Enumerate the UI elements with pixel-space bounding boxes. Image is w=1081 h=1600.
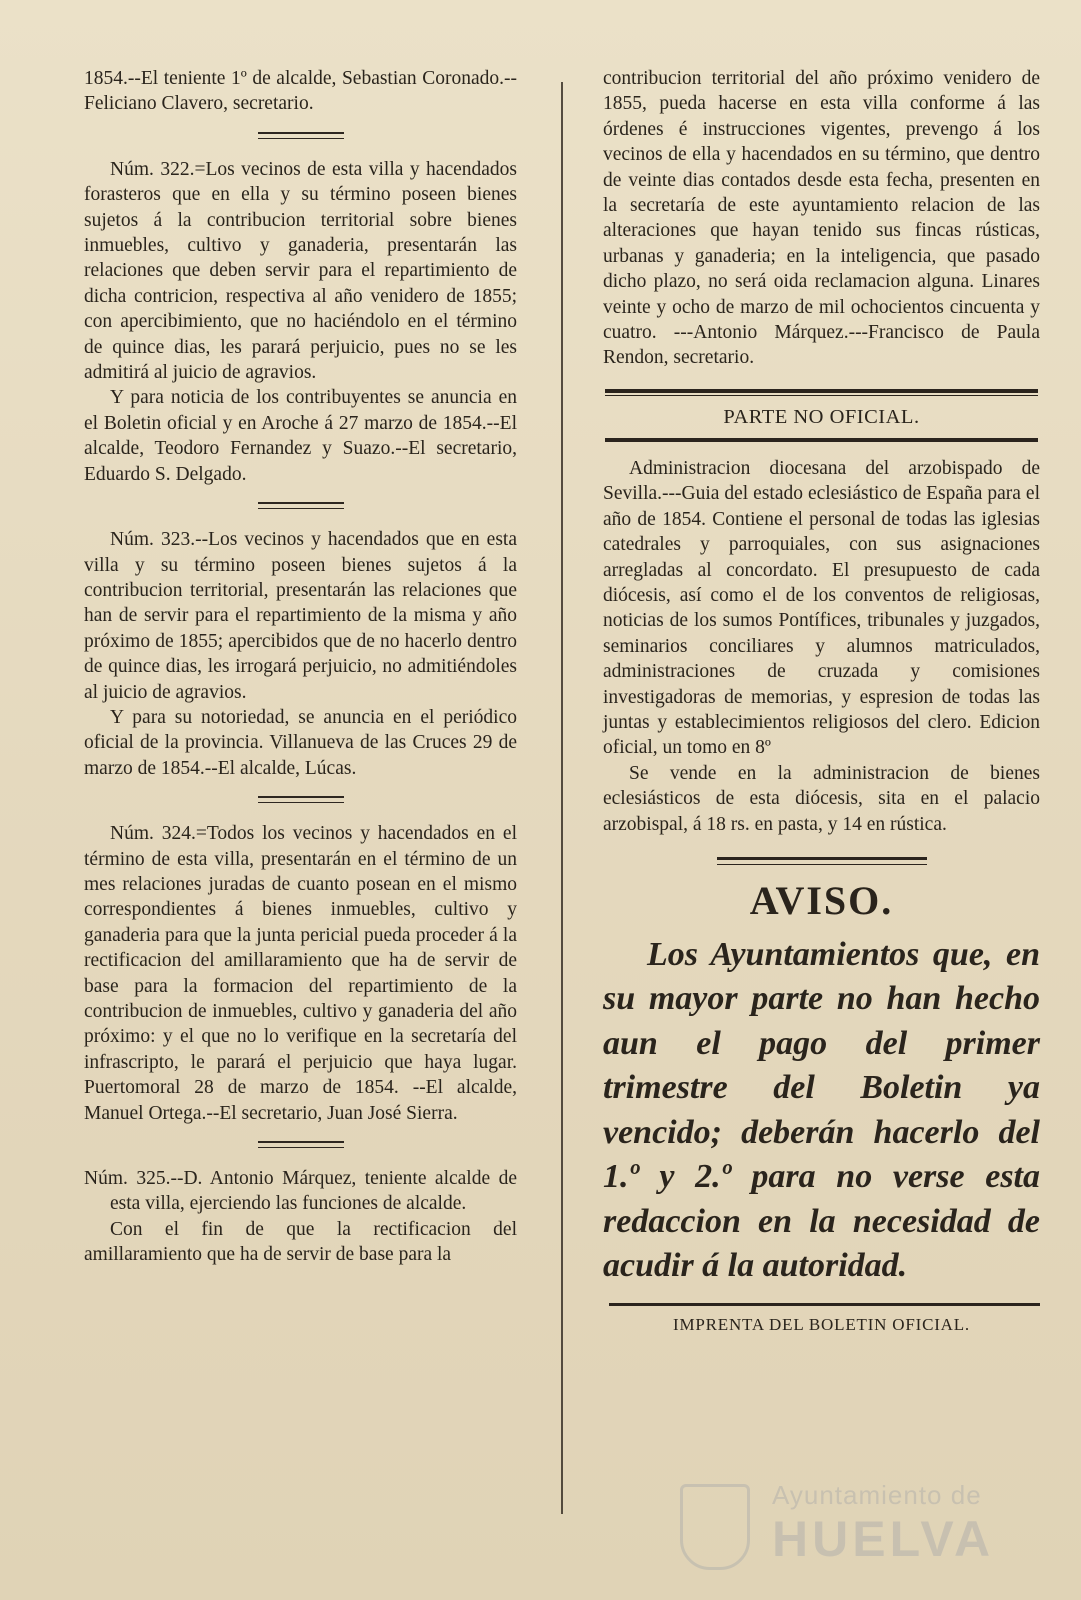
ornament-separator: [258, 1141, 344, 1148]
notice-324-body: Núm. 324.=Todos los vecinos y hacendados en el término de esta villa, presentarán en el término de un mes relaciones juradas de cuanto posean en el mismo correspondientes á bienes inmuebles, cultivo y ganaderia para que la junta pericial pueda proceder á la rectificacion del amillaramiento que ha de servir de base para la formacion del repartimiento de la contribucion de inmuebles, cultivo y ganaderia del año próximo: y el que no lo verifique en la secretaría del infrascripto, le parará el perjuicio que haya lugar. Puertomoral 28 de marzo de 1854. --El alcalde, Manuel Ortega.--El secretario, Juan José Sierra.: [84, 823, 517, 1124]
aviso-body: Los Ayuntamientos que, en su mayor parte no han hecho aun el pago del primer trimestre del Boletin ya vencido; deberán hacerlo del 1.º y 2.º para no verse esta redaccion en la necesidad de acudir á la autoridad.: [603, 935, 1040, 1285]
notice-325-header: Núm. 325.--D. Antonio Márquez, teniente alcalde de esta villa, ejerciendo las funciones de alcalde.: [84, 1168, 517, 1215]
notice-325-continuation: contribucion territorial del año próximo venidero de 1855, pueda hacerse en esta villa conforme á las órdenes é instrucciones vigentes, prevengo á los vecinos de ella y hacendados en su término, que dentro de veinte dias contados desde esta fecha, presenten en la secretaría de este ayuntamiento relacion de las alteraciones que hayan tenido sus fincas rústicas, urbanas y ganaderia; en la inteligencia, que pasado dicho plazo, no será oida reclamacion alguna. Linares veinte y ocho de marzo de mil ochocientos cincuenta y cuatro. ---Antonio Márquez.---Francisco de Paula Rendon, secretario.: [603, 68, 1040, 369]
right-column: [603, 66, 1040, 1336]
aviso-rule: [717, 857, 927, 865]
imprenta-footer: IMPRENTA DEL BOLETIN OFICIAL.: [673, 1314, 970, 1334]
section-rule-top-thin: [605, 395, 1038, 396]
notice-323-body: Núm. 323.--Los vecinos y hacendados que en esta villa y su término poseen bienes sujetos á la contribucion territorial, presentarán las relaciones que han de servir para el repartimiento de la misma y año próximo de 1855; apercibidos que de no hacerlo dentro de quince dias, les irrogará perjuicio, no admitiéndoles al juicio de agravios.: [84, 529, 517, 703]
ornament-separator: [258, 502, 344, 509]
aviso-title: AVISO.: [749, 877, 894, 923]
notice-325-body: Con el fin de que la rectificacion del amillaramiento que ha de servir de base para la: [84, 1218, 517, 1266]
diocesan-guide-notice: Administracion diocesana del arzobispado de Sevilla.---Guia del estado eclesiástico de España para el año de 1854. Contiene el personal de todas las iglesias catedrales y parroquiales, con sus asignaciones arregladas al concordato. El presupuesto de cada diócesis, así como el de los conventos de religiosas, noticias de los sumos Pontífices, tribunales y juzgados, seminarios conciliares y alumnos matriculados, administraciones de cruzada y comisiones investigadoras de memorias, y espresion de todas las juntas y establecimientos religiosos del clero. Edicion oficial, un tomo en 8º: [603, 457, 1040, 759]
notice-322-body: Núm. 322.=Los vecinos de esta villa y hacendados forasteros que en ella y su término poseen bienes sujetos á la contribucion territorial sobre bienes inmuebles, cultivo y ganaderia, presentarán las relaciones que deben servir para el repartimiento de dicha contricion, respectiva al año venidero de 1855; con apercibimiento, que no haciéndolo en el término de quince dias, les parará perjuicio, pues no se les admitirá al juicio de agravios.: [84, 158, 517, 384]
section-heading: PARTE NO OFICIAL.: [723, 405, 920, 428]
imprenta-rule: [609, 1303, 1040, 1306]
column-divider: [561, 82, 563, 1514]
ornament-separator: [258, 796, 344, 803]
left-column: [84, 66, 517, 1268]
archive-watermark: [680, 1480, 1020, 1580]
intro-signature: 1854.--El teniente 1º de alcalde, Sebastian Coronado.--Feliciano Clavero, secretario.: [84, 68, 517, 115]
notice-323-closing: Y para su notoriedad, se anuncia en el periódico oficial de la provincia. Villanueva de las Cruces 29 de marzo de 1854.--El alcalde, Lúcas.: [84, 706, 517, 779]
notice-322-closing: Y para noticia de los contribuyentes se anuncia en el Boletin oficial y en Aroche á 27 marzo de 1854.--El alcalde, Teodoro Fernandez y Suazo.--El secretario, Eduardo S. Delgado.: [84, 387, 517, 485]
watermark-line-1: Ayuntamiento de: [772, 1480, 982, 1510]
watermark-line-2: HUELVA: [772, 1511, 995, 1567]
ornament-separator: [258, 132, 344, 139]
shield-icon: [680, 1484, 750, 1570]
section-rule-top: [605, 389, 1038, 393]
diocesan-guide-sale: Se vende en la administracion de bienes eclesiásticos de esta diócesis, sita en el palacio arzobispal, á 18 rs. en pasta, y 14 en rústica.: [603, 762, 1040, 835]
